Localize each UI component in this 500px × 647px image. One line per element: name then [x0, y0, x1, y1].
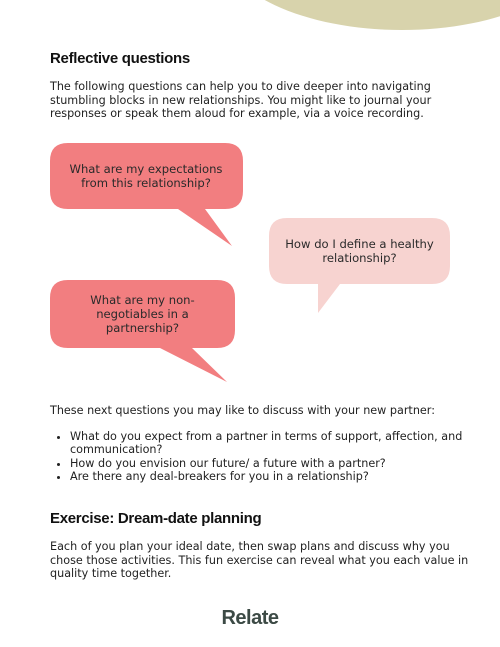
list-item: • What do you expect from a partner in terms of support, affection, and communication? — [70, 430, 490, 457]
intro-paragraph: The following questions can help you to dive deeper into navigating stumbling blocks in new relationships. You might like to journal your responses or speak them aloud for example, via a voice recording. — [50, 80, 432, 121]
bubble-question-2: How do I define a healthy relationship? — [285, 237, 434, 265]
bubble-question-3: What are my non-negotiables in a partnership? — [90, 293, 195, 335]
partner-question-list — [52, 430, 490, 484]
section-heading-exercise: Exercise: Dream-date planning — [50, 510, 262, 527]
partner-intro: These next questions you may like to discuss with your new partner: — [50, 404, 435, 417]
list-item: • How do you envision our future/ a future with a partner? — [70, 457, 490, 470]
bubble-question-1: What are my expectations from this relationship? — [69, 162, 223, 190]
exercise-paragraph: Each of you plan your ideal date, then swap plans and discuss why you chose those activities. This fun exercise can reveal what you each value in quality time together. — [50, 540, 469, 581]
list-item: • Are there any deal-breakers for you in a relationship? — [70, 470, 490, 483]
relate-logo: Relate — [221, 607, 279, 629]
section-heading-reflective: Reflective questions — [50, 50, 190, 67]
